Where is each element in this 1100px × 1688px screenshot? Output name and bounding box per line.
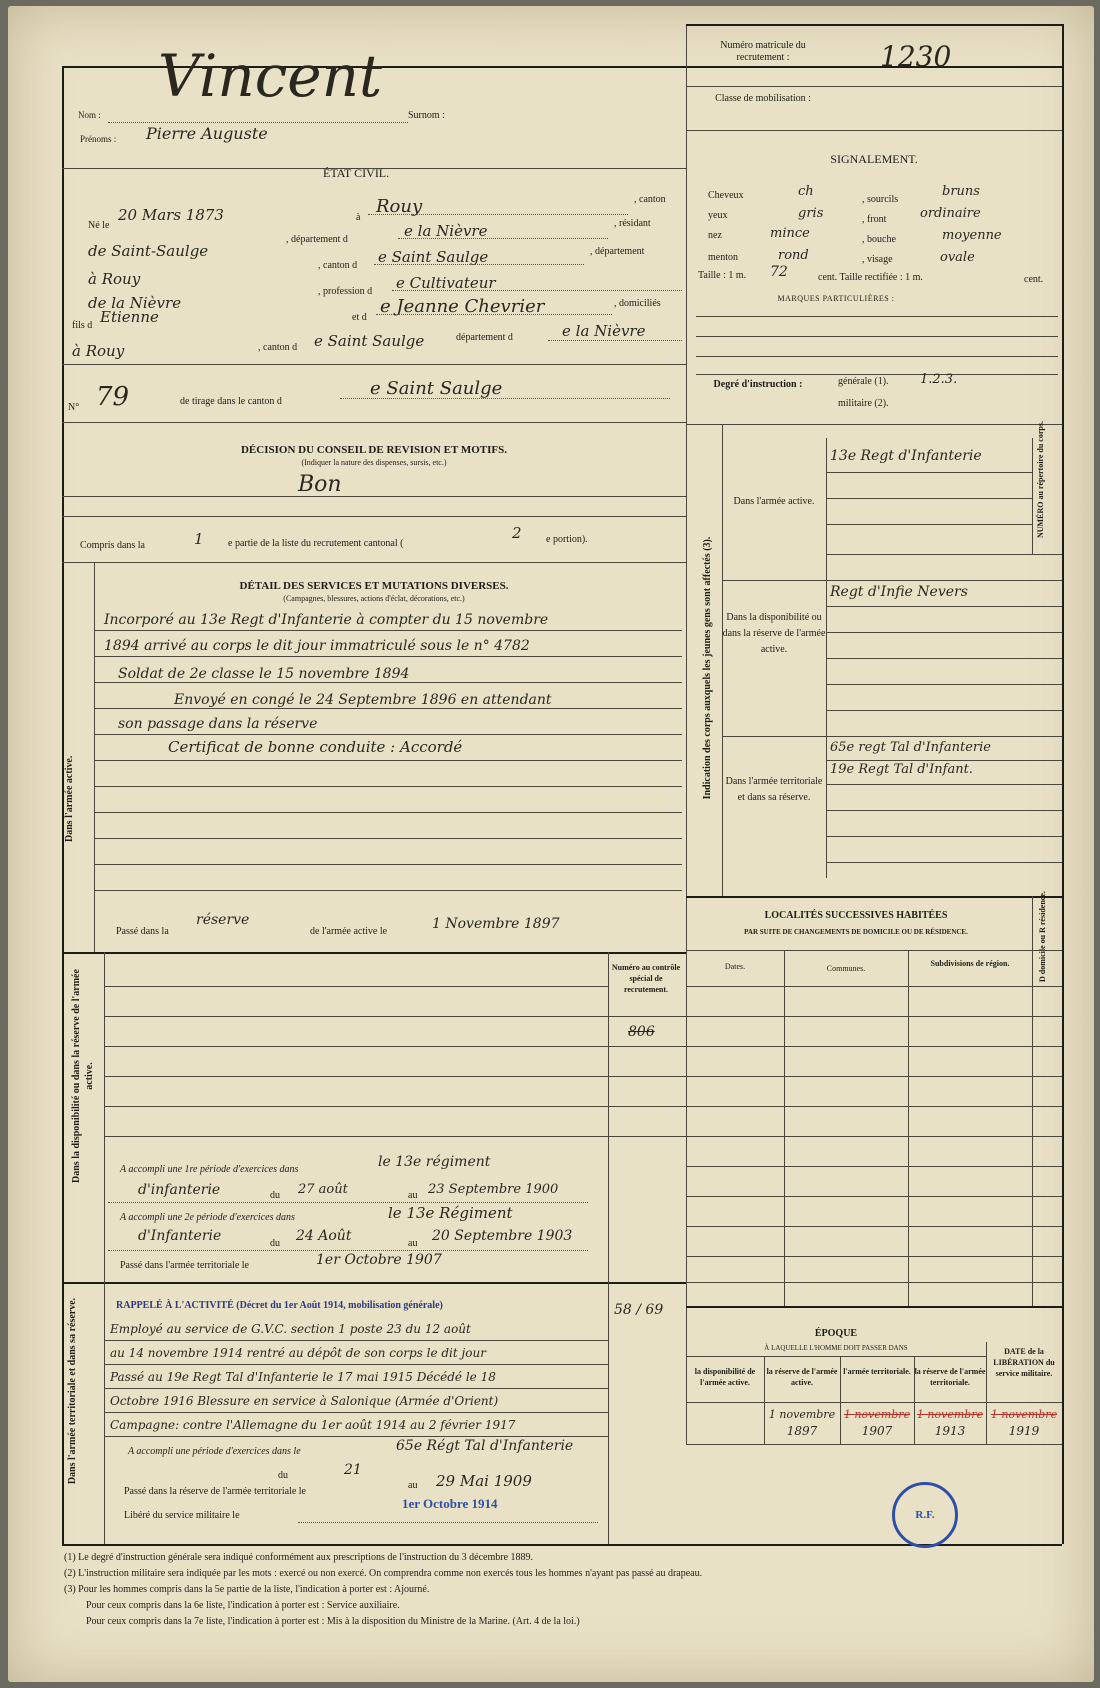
epoque-col2: la réserve de l'armée active. bbox=[766, 1367, 838, 1387]
terr-reserve-label: Passé dans la réserve de l'armée territoriale le bbox=[124, 1486, 306, 1497]
localites-title: LOCALITÉS SUCCESSIVES HABITÉES bbox=[764, 910, 948, 921]
footnote-3: (3) Pour les hommes compris dans la 5e partie de la liste, l'indication à porter est : Ajourné. bbox=[64, 1584, 430, 1595]
services-title: DÉTAIL DES SERVICES ET MUTATIONS DIVERSES. bbox=[239, 580, 509, 592]
classe-label: Classe de mobilisation : bbox=[715, 93, 811, 104]
matricule-label: Numéro matricule du recrutement : bbox=[720, 40, 806, 63]
fils-label: fils d bbox=[72, 320, 93, 331]
periode2-label: A accompli une 2e période d'exercices dans bbox=[120, 1212, 295, 1223]
du1-label: du bbox=[270, 1190, 280, 1201]
generale-value: 1.2.3. bbox=[920, 372, 958, 387]
periode2-value: le 13e Régiment bbox=[388, 1204, 513, 1222]
au1-value: 23 Septembre 1900 bbox=[428, 1182, 559, 1197]
decision-title: DÉCISION DU CONSEIL DE REVISION ET MOTIFS. bbox=[240, 444, 507, 456]
periode1-line2: d'infanterie bbox=[138, 1182, 221, 1198]
au1-label: au bbox=[408, 1190, 418, 1201]
localites-side: D domicile ou R résidence. bbox=[1038, 891, 1047, 982]
official-stamp bbox=[892, 1482, 958, 1548]
frame-right bbox=[1062, 24, 1064, 1544]
territoriale-side-label: Dans l'armée territoriale et dans sa réserve. bbox=[67, 1297, 78, 1485]
no-tirage-value: 79 bbox=[96, 382, 130, 412]
epoque-r1c3: 1 novembre bbox=[843, 1408, 911, 1421]
terr-au-value: 29 Mai 1909 bbox=[436, 1472, 532, 1490]
menton-value: rond bbox=[778, 248, 809, 263]
compris-value: 1 bbox=[194, 530, 204, 548]
portion-value: 2 bbox=[512, 524, 522, 542]
residant-label: , résidant bbox=[614, 218, 651, 229]
domicilies-label: , domiciliés bbox=[614, 298, 661, 309]
yeux-value: gris bbox=[798, 206, 824, 221]
periode2-line2: d'Infanterie bbox=[138, 1228, 222, 1244]
militaire-label: militaire (2). bbox=[838, 398, 889, 409]
front-label: , front bbox=[862, 214, 887, 225]
numero-label: NUMÉRO au répertoire du corps. bbox=[1036, 421, 1045, 538]
cheveux-label: Cheveux bbox=[708, 190, 744, 201]
partie-label: e partie de la liste du recrutement cantonal ( bbox=[228, 538, 404, 549]
service-line-4: Envoyé en congé le 24 Septembre 1896 en attendant bbox=[174, 692, 552, 708]
active-label: de l'armée active le bbox=[310, 926, 388, 937]
service-line-5: son passage dans la réserve bbox=[118, 716, 318, 732]
surnom-label: Surnom : bbox=[408, 110, 445, 121]
canton3-value: e Saint Saulge bbox=[314, 332, 425, 350]
column-divider bbox=[686, 24, 687, 1444]
et-value: e Jeanne Chevrier bbox=[380, 296, 545, 317]
compris-label: Compris dans la bbox=[80, 540, 145, 551]
services-subtitle: (Campagnes, blessures, actions d'éclat, décorations, etc.) bbox=[283, 594, 465, 603]
service-line-6: Certificat de bonne conduite : Accordé bbox=[168, 738, 463, 756]
ne-le-label: Né le bbox=[88, 220, 110, 231]
yeux-label: yeux bbox=[708, 210, 728, 221]
terr-au-label: au bbox=[408, 1480, 418, 1491]
tirage-label: de tirage dans le canton d bbox=[180, 396, 282, 407]
territoriale-margin: 58 / 69 bbox=[614, 1302, 664, 1318]
bouche-label: , bouche bbox=[862, 234, 896, 245]
departement3-label: département d bbox=[456, 332, 513, 343]
service-line-1: Incorporé au 13e Regt d'Infanterie à compter du 15 novembre bbox=[104, 612, 549, 628]
cent-label: cent. bbox=[1024, 274, 1044, 285]
passe-label: Passé dans la bbox=[116, 926, 169, 937]
taille-label: Taille : 1 m. bbox=[698, 270, 747, 281]
epoque-col3: l'armée territoriale. bbox=[843, 1367, 911, 1376]
terr-reserve-value: 1er Octobre 1914 bbox=[402, 1496, 498, 1511]
footnote-5: Pour ceux compris dans la 7e liste, l'indication à porter est : Mis à la disposition du Ministre de la Marine. (Art. 4 de la loi.) bbox=[86, 1616, 580, 1627]
passe-value: réserve bbox=[196, 912, 250, 928]
tirage-value: e Saint Saulge bbox=[370, 378, 503, 399]
service-line-3: Soldat de 2e classe le 15 novembre 1894 bbox=[118, 666, 410, 682]
no-tirage-label: N° bbox=[68, 402, 80, 413]
epoque-r2c2: 1897 bbox=[786, 1424, 818, 1438]
profession-value: e Cultivateur bbox=[396, 274, 496, 292]
terr-line-2: au 14 novembre 1914 rentré au dépôt de son corps le dit jour bbox=[110, 1346, 486, 1360]
nez-label: nez bbox=[708, 230, 722, 241]
terr-line-4: Octobre 1916 Blessure en service à Salonique (Armée d'Orient) bbox=[110, 1394, 499, 1408]
rappele-text: RAPPELÉ À L'ACTIVITÉ (Décret du 1er Août 1914, mobilisation générale) bbox=[116, 1300, 443, 1311]
ne-le-value: 20 Mars 1873 bbox=[118, 206, 224, 224]
services-side-label: Dans l'armée active. bbox=[64, 755, 75, 842]
terr-du-value: 21 bbox=[344, 1462, 362, 1478]
col-subdivisions: Subdivisions de région. bbox=[930, 959, 1010, 968]
nez-value: mince bbox=[770, 226, 810, 241]
epoque-subtitle: À LAQUELLE L'HOMME DOIT PASSER DANS bbox=[764, 1344, 908, 1352]
terr-periode-label: A accompli une période d'exercices dans le bbox=[128, 1446, 301, 1457]
libere-label: Libéré du service militaire le bbox=[124, 1510, 240, 1521]
footnote-1: (1) Le degré d'instruction générale sera indiqué conformément aux prescriptions de l'instruction du 3 décembre 1889. bbox=[64, 1552, 534, 1563]
a-label: à bbox=[356, 212, 361, 223]
col-dates: Dates. bbox=[724, 962, 746, 971]
canton-value: de Saint-Saulge bbox=[88, 242, 209, 260]
signalement-title: SIGNALEMENT. bbox=[830, 152, 918, 166]
controle-value: 806 bbox=[628, 1024, 655, 1040]
periode1-label: A accompli une 1re période d'exercices dans bbox=[120, 1164, 299, 1175]
etat-civil-title: ÉTAT CIVIL. bbox=[323, 166, 390, 180]
register-page bbox=[8, 6, 1094, 1682]
aff-dispo-label: Dans la disponibilité ou dans la réserve de l'armée active. bbox=[722, 612, 826, 655]
aff-terr-label: Dans l'armée territoriale et dans sa réserve. bbox=[725, 776, 823, 803]
matricule-value: 1230 bbox=[880, 40, 952, 73]
front-value: ordinaire bbox=[920, 206, 981, 221]
menton-label: menton bbox=[708, 252, 738, 263]
service-line-2: 1894 arrivé au corps le dit jour immatriculé sous le n° 4782 bbox=[104, 638, 530, 654]
residant-value: à Rouy bbox=[88, 270, 141, 288]
footnote-2: (2) L'instruction militaire sera indiquée par les mots : exercé ou non exercé. On comprendra comme non exercés tous les hommes n'ayant pas passé au drapeau. bbox=[64, 1568, 703, 1579]
frame-top-right bbox=[686, 24, 1062, 26]
departement2-value: de la Nièvre bbox=[88, 294, 182, 312]
visage-label: , visage bbox=[862, 254, 893, 265]
terr-line-3: Passé au 19e Regt Tal d'Infanterie le 17 mai 1915 Décédé le 18 bbox=[110, 1370, 496, 1384]
periode1-value: le 13e régiment bbox=[378, 1154, 491, 1170]
fils-value: Etienne bbox=[100, 308, 159, 326]
departement-value: e la Nièvre bbox=[404, 222, 488, 240]
prenoms-value: Pierre Auguste bbox=[146, 124, 268, 143]
epoque-r2c4: 1913 bbox=[934, 1424, 966, 1438]
du2-label: du bbox=[270, 1238, 280, 1249]
terr-periode-value: 65e Régt Tal d'Infanterie bbox=[396, 1438, 574, 1454]
sourcils-value: bruns bbox=[942, 184, 980, 199]
epoque-r1c2: 1 novembre bbox=[768, 1408, 836, 1421]
active-value: 1 Novembre 1897 bbox=[432, 916, 560, 932]
territoriale-label: Passé dans l'armée territoriale le bbox=[120, 1260, 249, 1271]
epoque-r2c3: 1907 bbox=[861, 1424, 893, 1438]
taille-value: 72 bbox=[770, 264, 788, 280]
aff-active-value: 13e Regt d'Infanterie bbox=[830, 448, 982, 464]
visage-value: ovale bbox=[940, 250, 975, 265]
et-label: et d bbox=[352, 312, 367, 323]
marques-label: MARQUES PARTICULIÈRES : bbox=[777, 294, 895, 303]
epoque-col4: la réserve de l'armée territoriale. bbox=[914, 1367, 986, 1387]
canton2-value: e Saint Saulge bbox=[378, 248, 489, 266]
departement2-label: , département bbox=[590, 246, 645, 257]
controle-label: Numéro au contrôle spécial de recrutement. bbox=[611, 963, 681, 994]
portion-label: e portion). bbox=[546, 534, 588, 545]
decision-subtitle: (Indiquer la nature des dispenses, sursis, etc.) bbox=[301, 458, 447, 467]
instruction-label: Degré d'instruction : bbox=[713, 379, 803, 390]
territoriale-value: 1er Octobre 1907 bbox=[316, 1252, 442, 1268]
epoque-r2c5: 1919 bbox=[1008, 1424, 1040, 1438]
departement-label: , département d bbox=[286, 234, 348, 245]
epoque-col1: la disponibilité de l'armée active. bbox=[694, 1367, 756, 1387]
sourcils-label: , sourcils bbox=[862, 194, 899, 205]
birthplace-value: Rouy bbox=[376, 196, 423, 217]
au2-label: au bbox=[408, 1238, 418, 1249]
name-label: Nom : bbox=[78, 110, 101, 120]
col-communes: Communes. bbox=[826, 964, 866, 973]
au2-value: 20 Septembre 1903 bbox=[432, 1228, 573, 1244]
aff-terr-value-2: 19e Regt Tal d'Infant. bbox=[830, 762, 973, 777]
du1-value: 27 août bbox=[298, 1182, 348, 1197]
name-value: Vincent bbox=[158, 42, 383, 110]
epoque-col5: DATE de la LIBÉRATION du service militaire. bbox=[993, 1347, 1055, 1378]
cheveux-value: ch bbox=[798, 184, 814, 199]
terr-line-1: Employé au service de G.V.C. section 1 poste 23 du 12 août bbox=[110, 1322, 471, 1336]
terr-line-5: Campagne: contre l'Allemagne du 1er août 1914 au 2 février 1917 bbox=[110, 1418, 516, 1432]
affectation-side-label: Indication des corps auxquels les jeunes gens sont affectés (3). bbox=[702, 536, 713, 800]
domicilies-value: à Rouy bbox=[72, 342, 125, 360]
stamp-text: R.F. bbox=[915, 1509, 935, 1521]
aff-terr-value-1: 65e regt Tal d'Infanterie bbox=[830, 740, 991, 755]
generale-label: générale (1). bbox=[838, 376, 889, 387]
footnote-4: Pour ceux compris dans la 6e liste, l'indication à porter est : Service auxiliaire. bbox=[86, 1600, 400, 1611]
aff-dispo-value: Regt d'Infie Nevers bbox=[830, 584, 968, 600]
localites-subtitle: PAR SUITE DE CHANGEMENTS DE DOMICILE OU DE RÉSIDENCE. bbox=[744, 928, 968, 936]
aff-active-label: Dans l'armée active. bbox=[733, 496, 815, 507]
du2-value: 24 Août bbox=[296, 1228, 352, 1244]
taille-rect-label: cent. Taille rectifiée : 1 m. bbox=[818, 272, 923, 283]
bouche-value: moyenne bbox=[942, 228, 1002, 243]
prenoms-label: Prénoms : bbox=[80, 134, 117, 144]
decision-value: Bon bbox=[298, 472, 342, 497]
disponibilite-side-label: Dans la disponibilité ou dans la réserve de l'armée active. bbox=[71, 969, 95, 1183]
epoque-r1c4: 1 novembre bbox=[916, 1408, 984, 1421]
departement3-value: e la Nièvre bbox=[562, 322, 646, 340]
canton2-label: , canton d bbox=[318, 260, 358, 271]
epoque-r1c5: 1 novembre bbox=[990, 1408, 1058, 1421]
terr-du-label: du bbox=[278, 1470, 288, 1481]
epoque-title: ÉPOQUE bbox=[814, 1328, 858, 1339]
profession-label: , profession d bbox=[318, 286, 373, 297]
canton3-label: , canton d bbox=[258, 342, 298, 353]
canton-label: , canton bbox=[634, 194, 666, 205]
